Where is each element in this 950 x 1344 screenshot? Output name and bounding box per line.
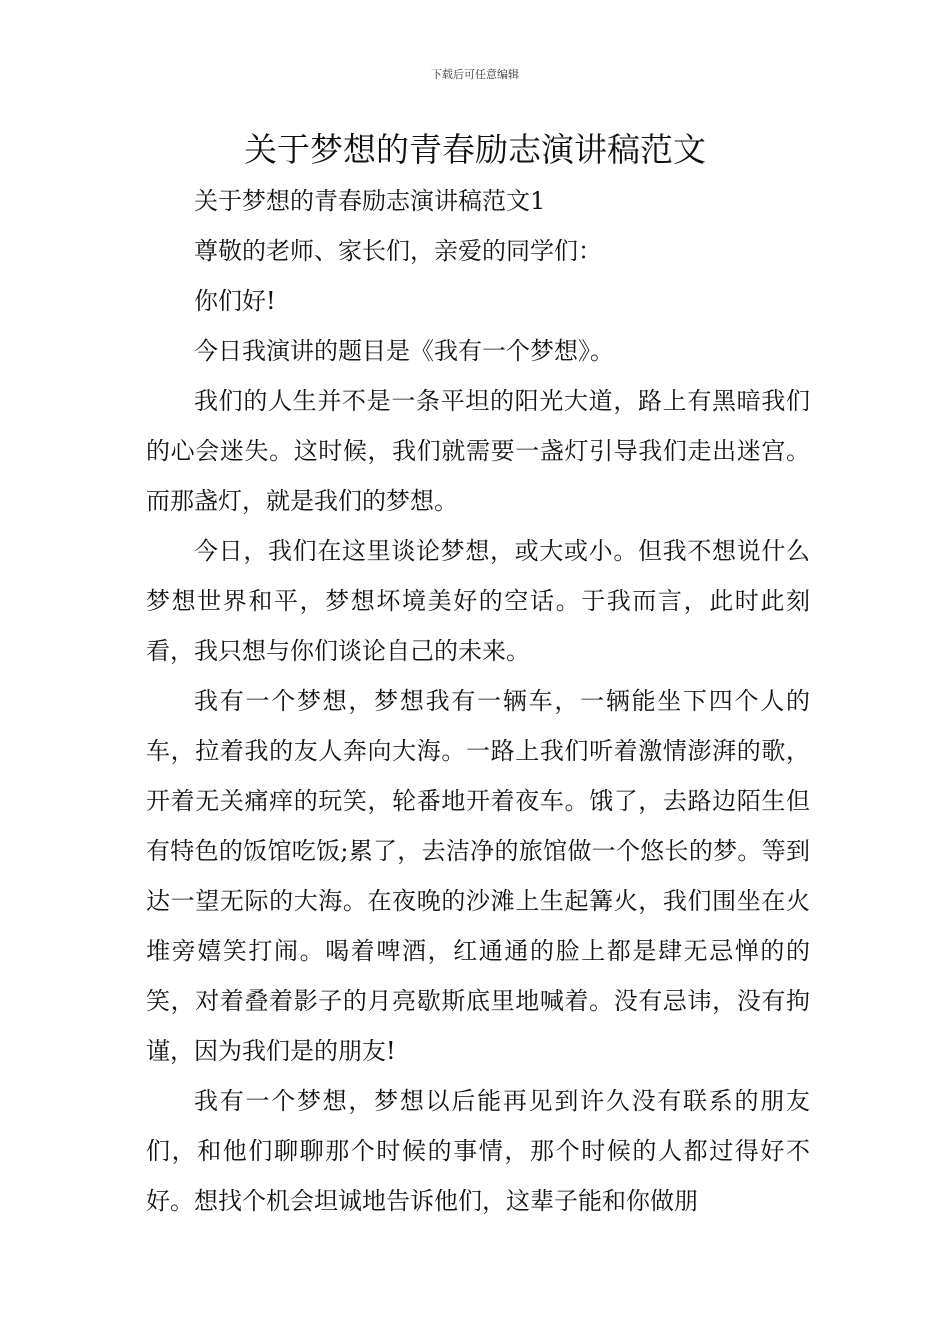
paragraph-body: 今日，我们在这里谈论梦想，或大或小。但我不想说什么梦想世界和平，梦想坏境美好的空话。于我而言，此时此刻看，我只想与你们谈论自己的未来。 bbox=[146, 537, 810, 665]
paragraph-body: 我有一个梦想，梦想以后能再见到许久没有联系的朋友们，和他们聊聊那个时候的事情，那个时候的人都过得好不好。想找个机会坦诚地告诉他们，这辈子能和你做朋 bbox=[146, 1087, 810, 1215]
paragraph-body: 我们的人生并不是一条平坦的阳光大道，路上有黑暗我们的心会迷失。这时候，我们就需要一盏灯引导我们走出迷宫。而那盏灯，就是我们的梦想。 bbox=[146, 387, 810, 515]
paragraph-topic: 今日我演讲的题目是《我有一个梦想》。 bbox=[194, 337, 614, 365]
paragraph-hello: 你们好! bbox=[194, 287, 276, 315]
paragraph-subtitle: 关于梦想的青春励志演讲稿范文1 bbox=[194, 187, 546, 215]
document-title: 关于梦想的青春励志演讲稿范文 bbox=[244, 130, 706, 169]
paragraph-body: 我有一个梦想，梦想我有一辆车，一辆能坐下四个人的车，拉着我的友人奔向大海。一路上我们听着激情澎湃的歌，开着无关痛痒的玩笑，轮番地开着夜车。饿了，去路边陌生但有特色的饭馆吃饭;累了，去洁净的旅馆做一个悠长的梦。等到达一望无际的大海。在夜晚的沙滩上生起篝火，我们围坐在火堆旁嬉笑打闹。喝着啤酒，红通通的脸上都是肆无忌惮的的笑，对着叠着影子的月亮歇斯底里地喊着。没有忌讳，没有拘谨，因为我们是的朋友! bbox=[146, 687, 810, 1065]
document-body bbox=[146, 176, 810, 1226]
paragraph-greeting: 尊敬的老师、家长们，亲爱的同学们： bbox=[194, 237, 602, 265]
header-note: 下载后可任意编辑 bbox=[431, 68, 519, 81]
